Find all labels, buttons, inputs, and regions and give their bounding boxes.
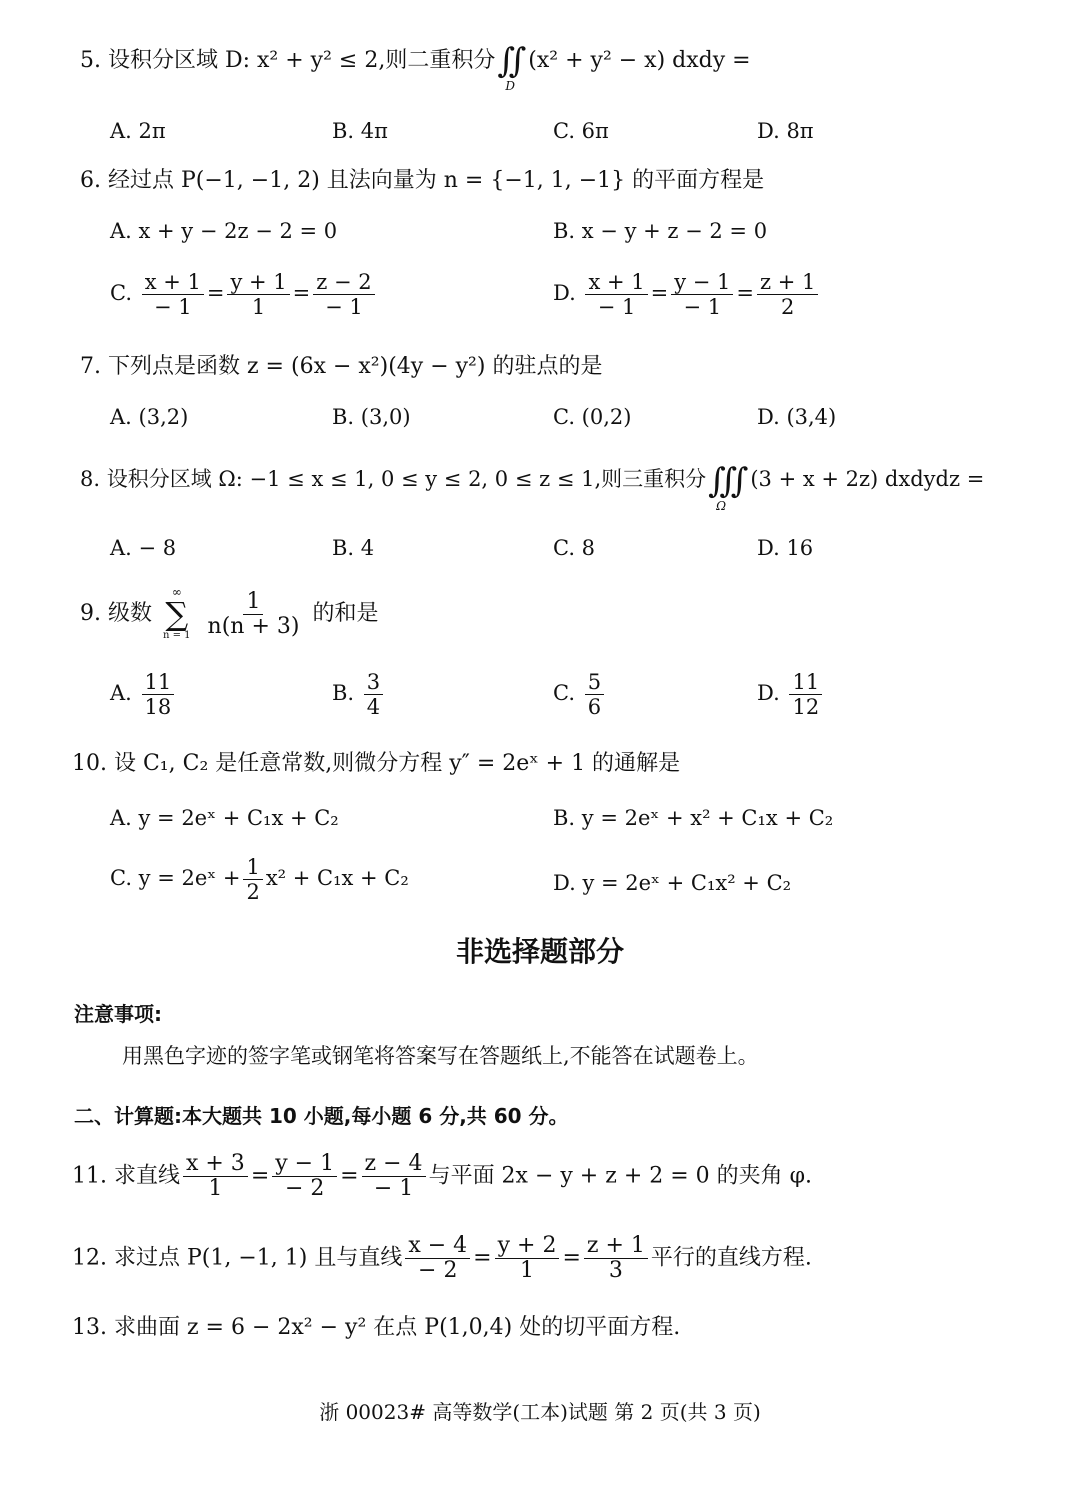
q6-option-a: A. x + y − 2z − 2 = 0 — [110, 219, 338, 243]
q8-option-d: D. 16 — [757, 536, 814, 560]
double-integral-symbol: ∬ D — [497, 41, 527, 93]
q8-domain-label: Ω — [716, 498, 727, 513]
q10-option-b: B. y = 2eˣ + x² + C₁x + C₂ — [553, 806, 834, 830]
part2-title: 二、计算题:本大题共 10 小题,每小题 6 分,共 60 分。 — [74, 1104, 569, 1128]
q6-option-c: C. $\frac{x + 1}{- 1}$ = $\frac{y + 1}{1}$ = $\frac{z - 2}{- 1}$ — [110, 270, 378, 319]
q5-suffix: (x² + y² − x) dxdy = — [528, 48, 751, 73]
question-6-stem: 6. 经过点 P(−1, −1, 2) 且法向量为 n = {−1, 1, −1} 的平面方程是 — [80, 168, 765, 193]
q9-option-b: B. $\frac{3}{4}$ — [332, 670, 386, 719]
section-title: 非选择题部分 — [455, 935, 624, 968]
q7-option-b: B. (3,0) — [332, 405, 411, 429]
q5-option-b: B. 4π — [332, 119, 388, 143]
q9-option-c: C. $\frac{5}{6}$ — [553, 670, 607, 719]
question-7-stem: 7. 下列点是函数 z = (6x − x²)(4y − y²) 的驻点的是 — [80, 354, 603, 379]
q10-option-c: C. y = 2eˣ + $\frac{1}{2}$ x² + C₁x + C₂ — [110, 855, 409, 904]
question-9: 9. 级数 ∞ ∑ n = 1 $\frac{1}{n(n + 3)}$ 的和是 — [80, 585, 379, 641]
question-5 — [80, 41, 751, 93]
question-11: 11. 求直线 $\frac{x + 3}{1}$ = $\frac{y - 1}{- 2}$ = $\frac{z - 4}{- 1}$ 与平面 2x − y + z + 2 = 0 的夹角 φ. — [72, 1151, 813, 1201]
summation-symbol: ∞ ∑ n = 1 — [162, 585, 191, 641]
q9-option-d: D. $\frac{11}{12}$ — [757, 670, 825, 719]
q7-option-d: D. (3,4) — [757, 405, 837, 429]
q6-option-b: B. x − y + z − 2 = 0 — [553, 219, 768, 243]
q5-option-a: A. 2π — [110, 119, 166, 143]
q9-option-a: A. $\frac{11}{18}$ — [110, 670, 177, 719]
q7-option-c: C. (0,2) — [553, 405, 632, 429]
q5-prefix: 5. 设积分区域 D: x² + y² ≤ 2,则二重积分 — [80, 48, 496, 73]
q8-prefix: 8. 设积分区域 Ω: −1 ≤ x ≤ 1, 0 ≤ y ≤ 2, 0 ≤ z ≤ 1,则三重积分 — [80, 467, 707, 491]
notice-title: 注意事项: — [74, 1002, 162, 1026]
q6-option-d: D. $\frac{x + 1}{- 1}$ = $\frac{y - 1}{- 1}$ = $\frac{z + 1}{2}$ — [553, 270, 821, 319]
question-12: 12. 求过点 P(1, −1, 1) 且与直线 $\frac{x - 4}{- 2}$ = $\frac{y + 2}{1}$ = $\frac{z + 1}{3}$ 平行的直线方程. — [72, 1233, 812, 1283]
question-8 — [80, 460, 985, 513]
q5-option-c: C. 6π — [553, 119, 609, 143]
q5-domain-label: D — [505, 79, 515, 93]
q8-option-a: A. − 8 — [110, 536, 177, 560]
q7-option-a: A. (3,2) — [110, 405, 189, 429]
triple-integral-symbol: ∭ Ω — [708, 460, 749, 513]
q10-option-a: A. y = 2eˣ + C₁x + C₂ — [110, 806, 339, 830]
page-footer: 浙 00023# 高等数学(工本)试题 第 2 页(共 3 页) — [319, 1400, 761, 1424]
question-10-stem: 10. 设 C₁, C₂ 是任意常数,则微分方程 y″ = 2eˣ + 1 的通解是 — [72, 751, 681, 776]
q10-option-d: D. y = 2eˣ + C₁x² + C₂ — [553, 871, 792, 895]
q8-option-c: C. 8 — [553, 536, 596, 560]
q5-option-d: D. 8π — [757, 119, 814, 143]
q8-suffix: (3 + x + 2z) dxdydz = — [750, 467, 985, 491]
notice-text: 用黑色字迹的签字笔或钢笔将答案写在答题纸上,不能答在试题卷上。 — [122, 1044, 759, 1068]
question-13-stem: 13. 求曲面 z = 6 − 2x² − y² 在点 P(1,0,4) 处的切平面方程. — [72, 1315, 681, 1340]
q8-option-b: B. 4 — [332, 536, 375, 560]
